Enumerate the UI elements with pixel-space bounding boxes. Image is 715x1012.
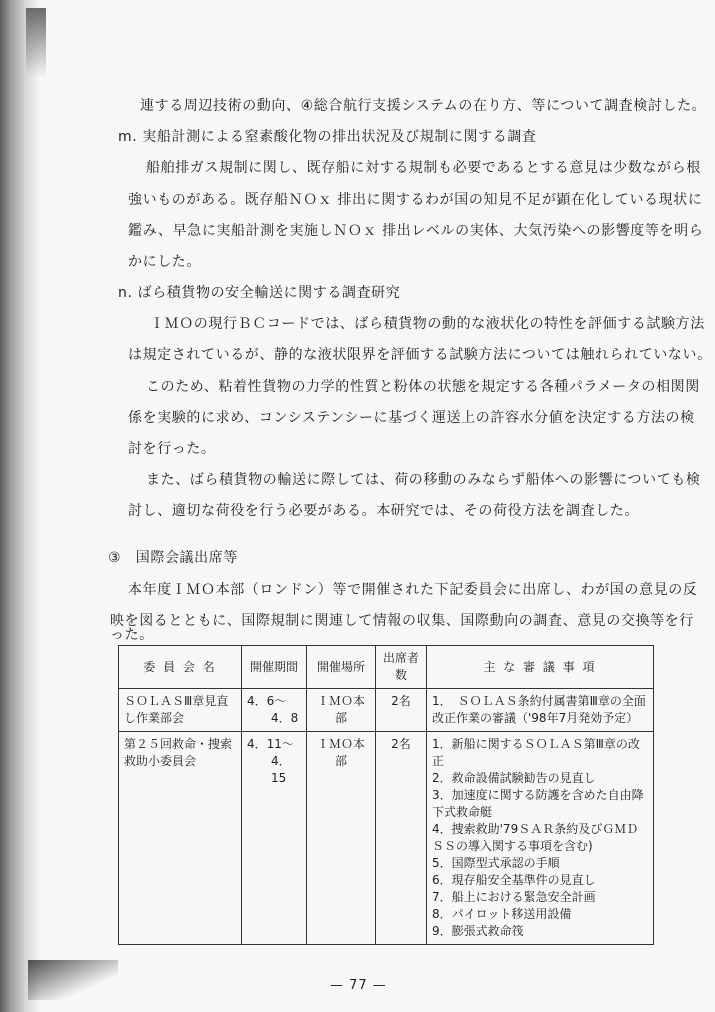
place-cell: ＩＭＯ本部	[307, 689, 376, 732]
period-end: 4．8	[271, 711, 299, 725]
paragraph-line: 映を図るとともに、国際規制に関連して情報の収集、国際動向の調査、意見の交換等を行	[110, 613, 694, 629]
binding-mark-top	[26, 8, 46, 78]
period-start: 4．6～	[247, 694, 287, 708]
agenda-item: 3．加速度に関する防護を含めた自由降下式救命艇	[432, 788, 644, 819]
paragraph-line: 鑑み、早急に実船計測を実施しＮＯｘ 排出レベルの実体、大気汚染への影響度等を明ら	[128, 223, 704, 239]
committee-table	[118, 645, 654, 945]
period-cell	[242, 732, 307, 945]
paragraph-line: 討を行った。	[128, 441, 216, 457]
agenda-item: 2．救命設備試験勧告の見直し	[432, 771, 596, 785]
agenda-item: 4．捜索救助'79ＳＡＲ条約及びＧＭＤＳＳの導入関する事項を含む)	[432, 822, 639, 853]
agenda-item: 9．膨張式救命筏	[432, 924, 524, 938]
agenda-item: 6．現存船安全基準件の見直し	[432, 873, 596, 887]
paragraph-line: 係を実験的に求め、コンシステンシーに基づく運送上の許容水分値を決定する方法の検	[128, 410, 695, 426]
header-period: 開催期間	[242, 646, 307, 689]
attendees-cell: 2名	[376, 732, 427, 945]
agenda-item: 1． ＳＯＬＡＳ条約付属書第Ⅲ章の全面改正作業の審議（'98年7月発効予定）	[432, 694, 646, 725]
paragraph-line: かにした。	[128, 254, 201, 270]
agenda-cell	[427, 689, 654, 732]
header-committee-name: 委 員 会 名	[119, 646, 242, 689]
header-agenda: 主 な 審 議 事 項	[427, 646, 654, 689]
section-heading-n: n. ばら積貨物の安全輸送に関する調査研究	[118, 285, 401, 301]
header-attendees: 出席者数	[376, 646, 427, 689]
table-row	[119, 732, 654, 945]
agenda-item: 7．船上における緊急安全計画	[432, 890, 596, 904]
agenda-item: 8．パイロット移送用設備	[432, 907, 572, 921]
period-end: 4．15	[271, 754, 291, 785]
paragraph-line: 船舶排ガス規制に関し、既存船に対する規制も必要であるとする意見は少数ながら根	[146, 160, 701, 176]
attendees-cell: 2名	[376, 689, 427, 732]
binding-mark-bottom	[28, 960, 118, 1000]
section-heading-m: m. 実船計測による窒素酸化物の排出状況及び規制に関する調査	[118, 129, 537, 145]
paragraph-line: また、ばら積貨物の輸送に際しては、荷の移動のみならず船体への影響についても検	[146, 472, 701, 488]
section-heading-international-meetings: ③ 国際会議出席等	[108, 550, 238, 566]
paragraph-line: 強いものがある。既存船ＮＯｘ 排出に関するわが国の知見不足が顕在化している現状に	[128, 192, 703, 208]
place-cell: ＩＭＯ本部	[307, 732, 376, 945]
binding-shadow	[0, 0, 40, 1012]
committee-name-cell: ＳＯＬＡＳⅢ章見直し作業部会	[119, 689, 242, 732]
header-place: 開催場所	[307, 646, 376, 689]
paragraph-line: 討し、適切な荷役を行う必要がある。本研究では、その荷役方法を調査した。	[128, 503, 639, 519]
table-row	[119, 689, 654, 732]
agenda-cell	[427, 732, 654, 945]
paragraph-line: は規定されているが、静的な液状限界を評価する試験方法については触れられていない。	[128, 347, 712, 363]
paragraph-line: 連する周辺技術の動向、④総合航行支援システムの在り方、等について調査検討した。	[140, 98, 707, 114]
paragraph-line: 本年度ＩＭＯ本部（ロンドン）等で開催された下記委員会に出席し、わが国の意見の反	[128, 582, 698, 598]
table-header-row	[119, 646, 654, 689]
period-cell	[242, 689, 307, 732]
period-start: 4．11～	[247, 737, 294, 751]
agenda-item: 1．新船に関するＳＯＬＡＳ第Ⅲ章の改正	[432, 737, 640, 768]
page-number: — 77 —	[330, 978, 387, 993]
paragraph-line: った。	[110, 627, 154, 643]
paragraph-line: ＩＭＯの現行ＢＣコードでは、ばら積貨物の動的な液状化の特性を評価する試験方法	[150, 316, 705, 332]
paragraph-line: このため、粘着性貨物の力学的性質と粉体の状態を規定する各種パラメータの相関関	[146, 379, 700, 395]
agenda-item: 5．国際型式承認の手順	[432, 856, 560, 870]
committee-name-cell: 第２５回救命・捜索救助小委員会	[119, 732, 242, 945]
